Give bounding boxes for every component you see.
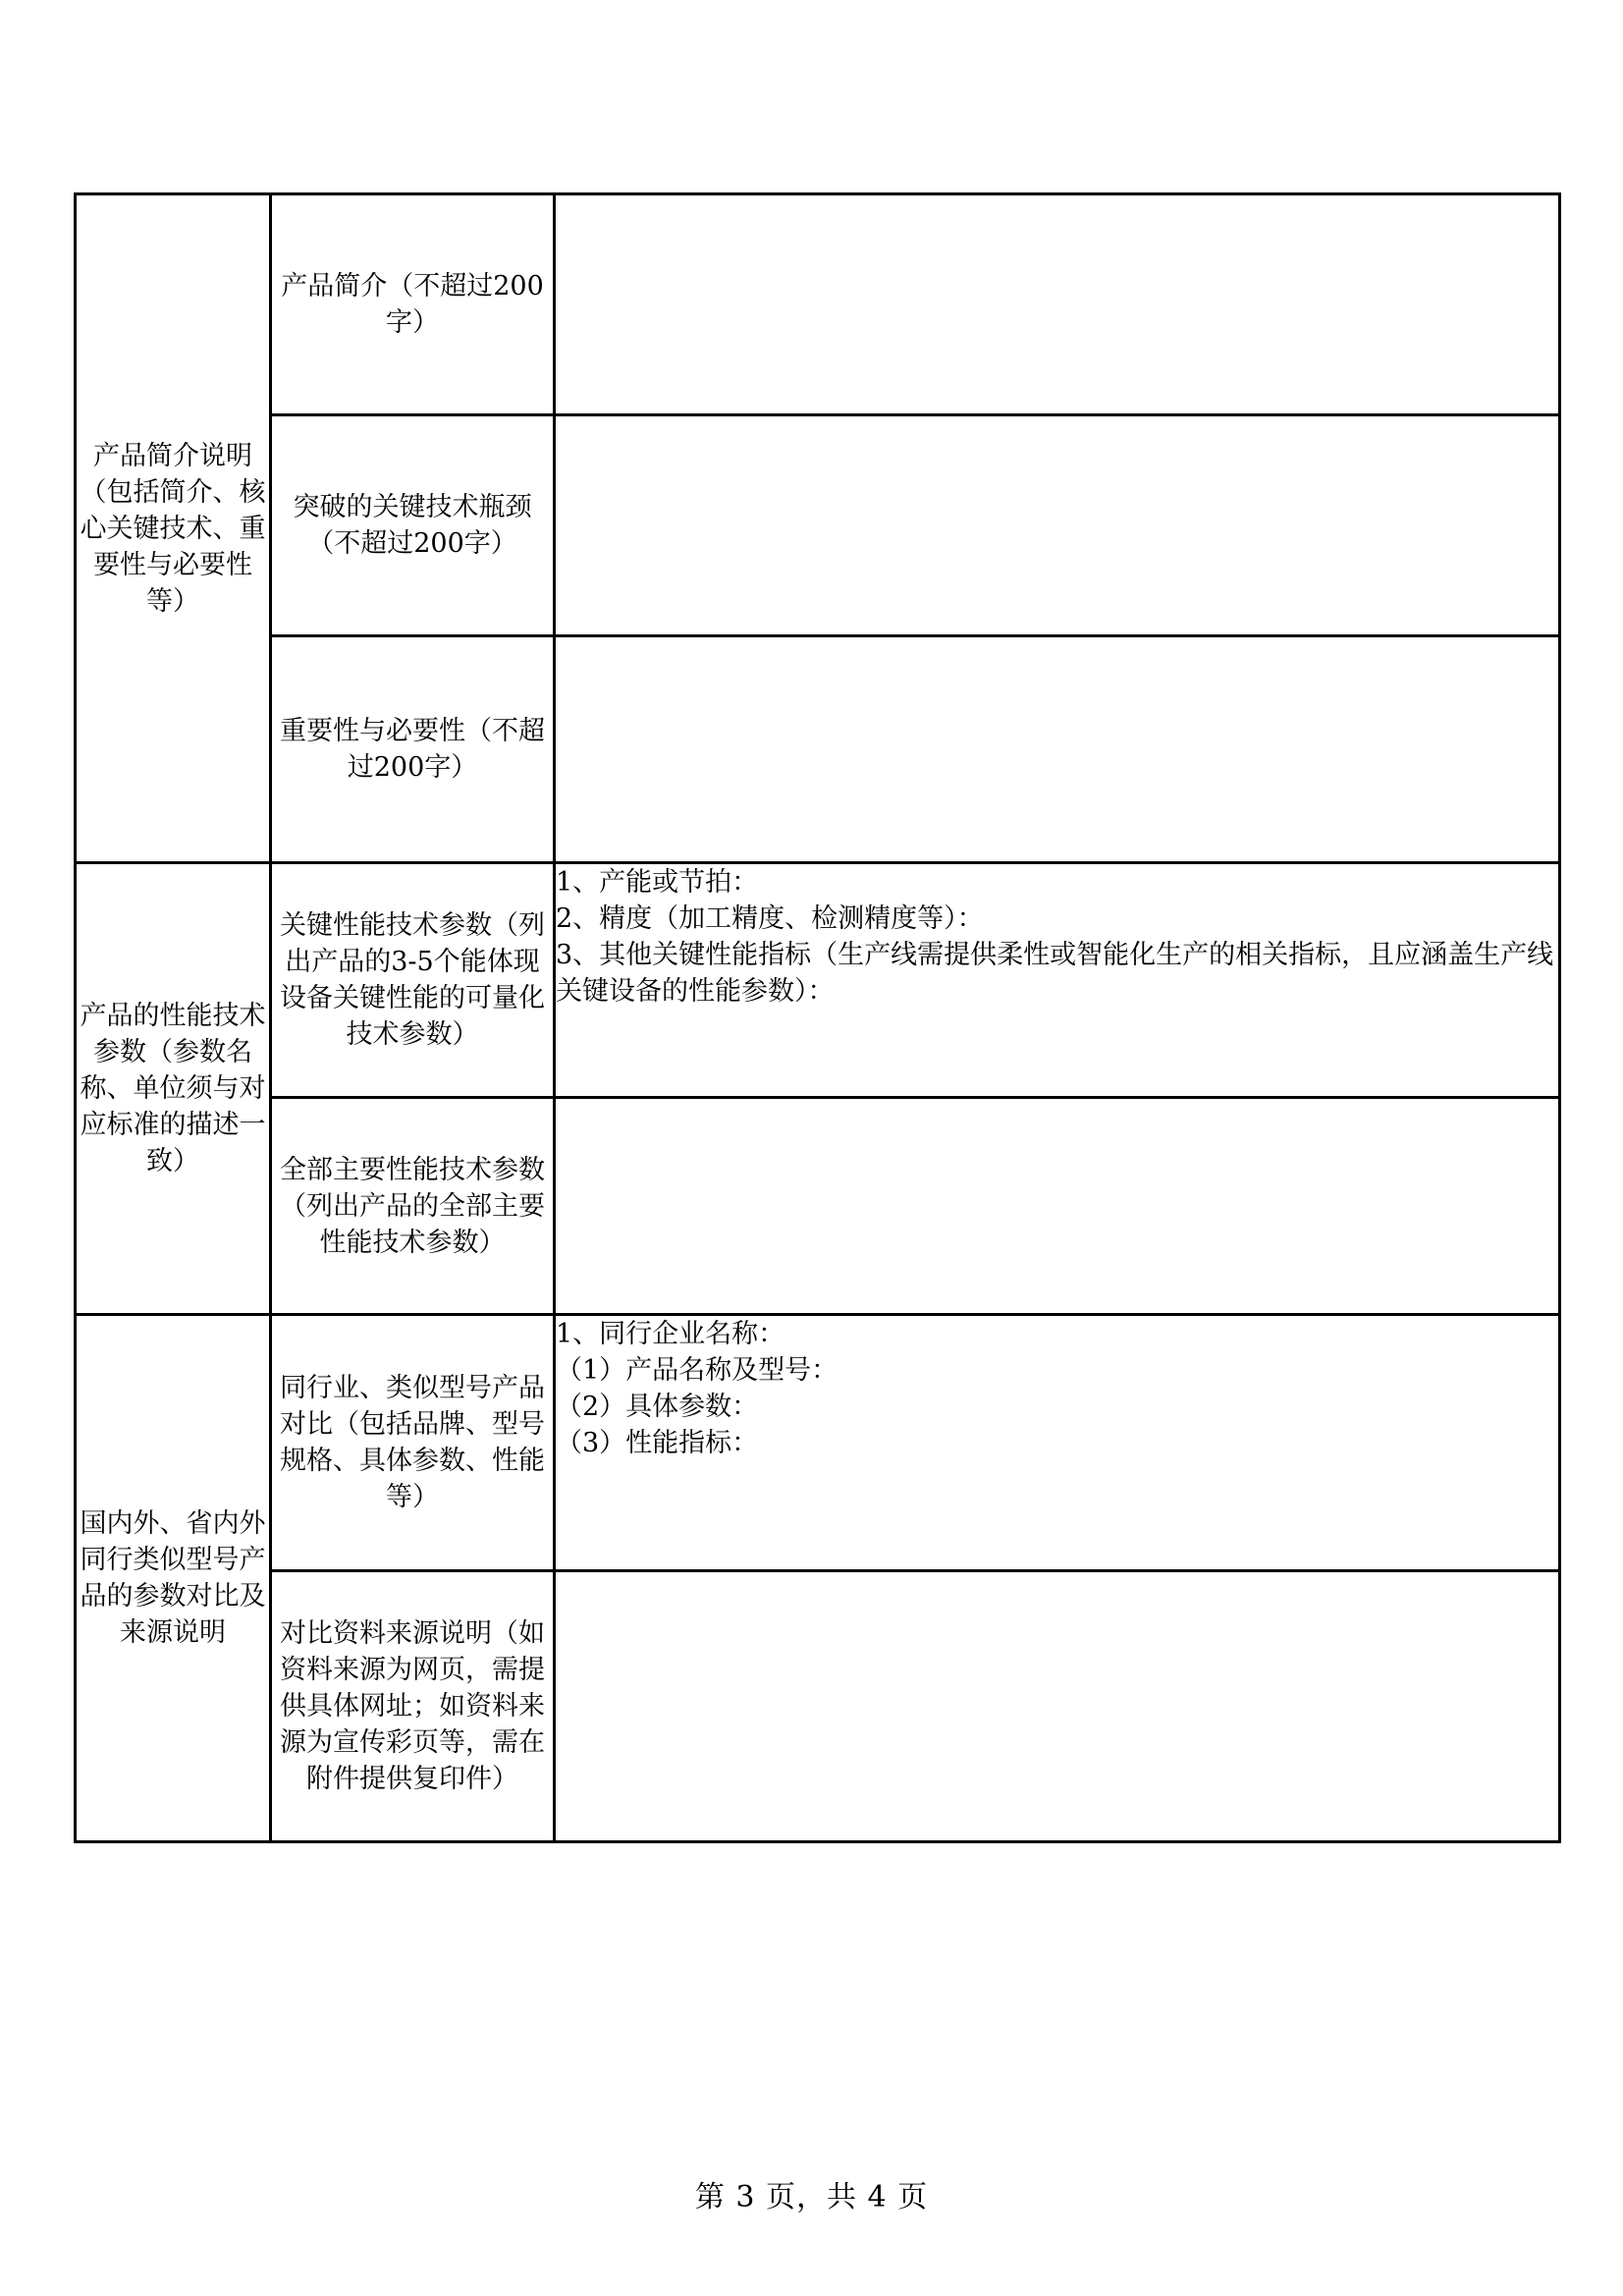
page-footer: 第 3 页，共 4 页 xyxy=(694,2180,929,2214)
row-content[interactable] xyxy=(555,415,1560,636)
content-line: （2）具体参数： xyxy=(556,1392,759,1422)
section-category: 国内外、省内外同行类似型号产品的参数对比及来源说明 xyxy=(76,1315,271,1842)
table-row xyxy=(76,415,1560,636)
row-label: 产品简介（不超过200字） xyxy=(271,194,555,415)
content-line: 1、同行企业名称： xyxy=(556,1319,785,1349)
row-label: 对比资料来源说明（如资料来源为网页，需提供具体网址；如资料来源为宣传彩页等，需在附件提供复印件） xyxy=(271,1571,555,1842)
table-row xyxy=(76,1098,1560,1315)
content-line: 2、精度（加工精度、检测精度等）： xyxy=(556,903,984,934)
table-row xyxy=(76,1315,1560,1571)
row-content[interactable] xyxy=(555,1571,1560,1842)
row-content[interactable] xyxy=(555,1315,1560,1571)
row-content[interactable] xyxy=(555,1098,1560,1315)
row-label: 重要性与必要性（不超过200字） xyxy=(271,636,555,863)
table-row xyxy=(76,636,1560,863)
row-label: 全部主要性能技术参数（列出产品的全部主要性能技术参数） xyxy=(271,1098,555,1315)
content-line: 3、其他关键性能指标（生产线需提供柔性或智能化生产的相关指标，且应涵盖生产线关键设备的性能参数）： xyxy=(556,940,1554,1007)
row-content[interactable] xyxy=(555,863,1560,1098)
row-label: 同行业、类似型号产品对比（包括品牌、型号规格、具体参数、性能等） xyxy=(271,1315,555,1571)
table-row xyxy=(76,1571,1560,1842)
table-row xyxy=(76,863,1560,1098)
row-label: 关键性能技术参数（列出产品的3-5个能体现设备关键性能的可量化技术参数） xyxy=(271,863,555,1098)
table-row xyxy=(76,194,1560,415)
section-category: 产品简介说明（包括简介、核心关键技术、重要性与必要性等） xyxy=(76,194,271,863)
product-info-table xyxy=(74,192,1561,1843)
content-line: 1、产能或节拍： xyxy=(556,867,759,898)
row-content[interactable] xyxy=(555,194,1560,415)
row-label: 突破的关键技术瓶颈（不超过200字） xyxy=(271,415,555,636)
content-line: （1）产品名称及型号： xyxy=(556,1355,839,1386)
section-category: 产品的性能技术参数（参数名称、单位须与对应标准的描述一致） xyxy=(76,863,271,1315)
row-content[interactable] xyxy=(555,636,1560,863)
content-line: （3）性能指标： xyxy=(556,1428,759,1458)
